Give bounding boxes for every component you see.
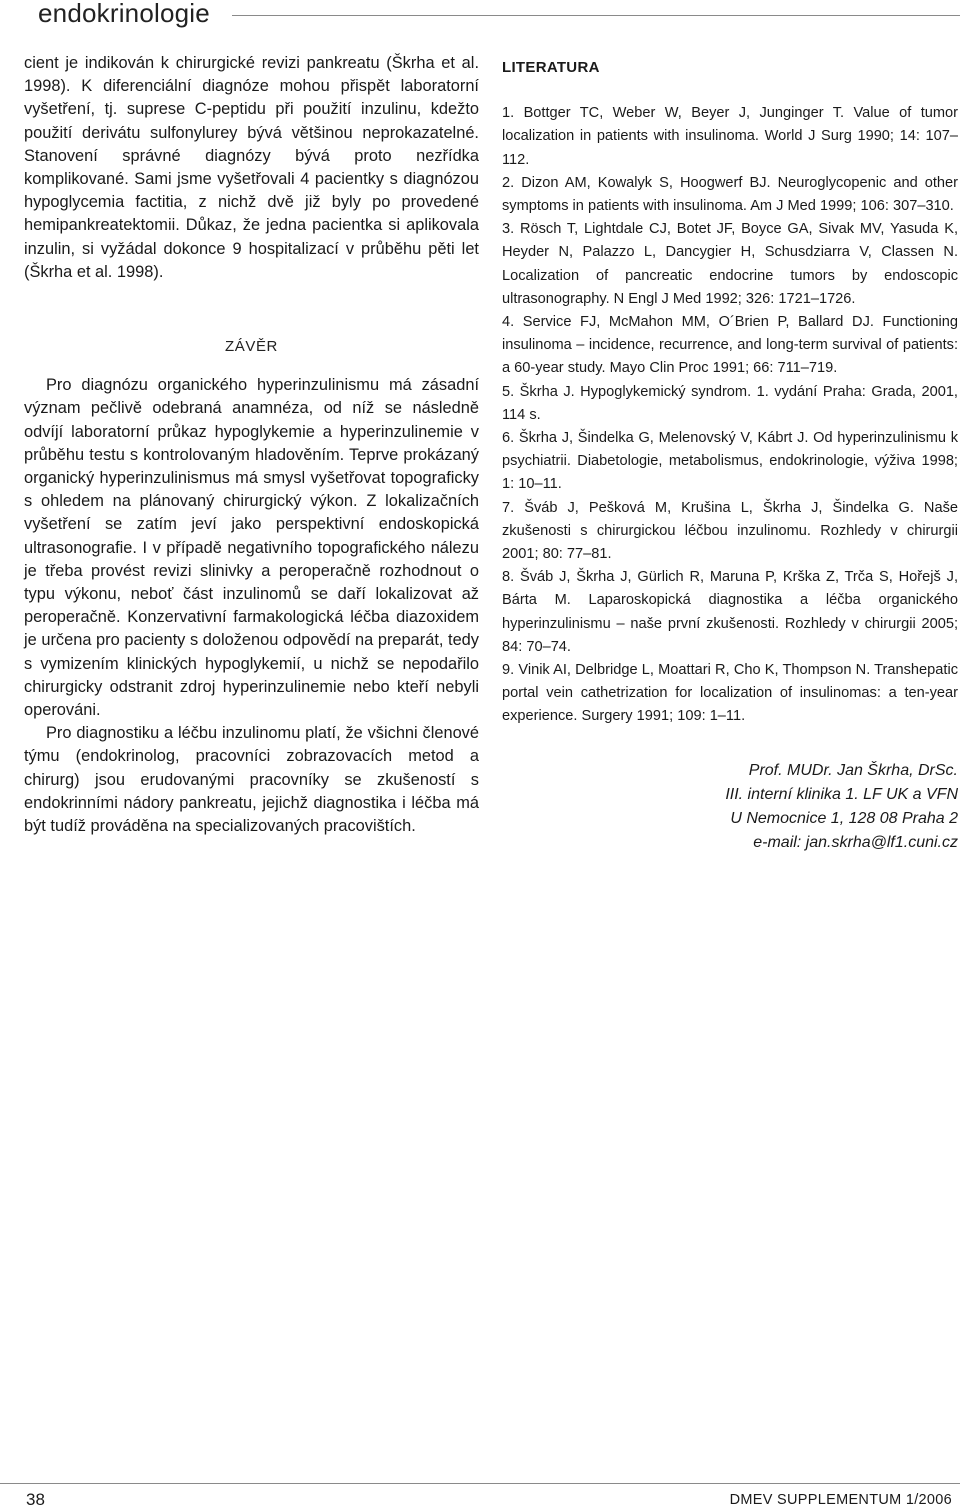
reference-item: 3. Rösch T, Lightdale CJ, Botet JF, Boyce GA, Sivak MV, Yasuda K, Heyder N, Palazzo L, Dancygier H, Schusdziarra V, Classen N. Localization of pancreatic endocrine tumors by endoscopic ultrasonography. N Engl J Med 1992; 326: 1721–1726. — [502, 221, 958, 307]
right-column — [502, 56, 958, 855]
section-title: endokrinologie — [38, 0, 210, 28]
author-email[interactable]: e-mail: jan.skrha@lf1.cuni.cz — [753, 833, 958, 851]
reference-item: 5. Škrha J. Hypoglykemický syndrom. 1. vydání Praha: Grada, 2001, 114 s. — [502, 383, 958, 423]
reference-item: 2. Dizon AM, Kowalyk S, Hoogwerf BJ. Neuroglycopenic and other symptoms in patients with insulinoma. Am J Med 1999; 106: 307–310. — [502, 174, 958, 215]
author-name: Prof. MUDr. Jan Škrha, DrSc. — [748, 761, 958, 779]
reference-item: 6. Škrha J, Šindelka G, Melenovský V, Kábrt J. Od hyperinzulinismu k psychiatrii. Diabetologie, metabolismus, endokrinologie, výživa 1998; 1: 10–11. — [502, 430, 958, 493]
reference-item: 9. Vinik AI, Delbridge L, Moattari R, Cho K, Thompson N. Transhepatic portal vein cathetrization for localization of insulinomas: a ten-year experience. Surgery 1991; 109: 1–11. — [502, 662, 958, 725]
literature-heading: LITERATURA — [502, 59, 600, 76]
reference-item: 8. Šváb J, Škrha J, Gürlich R, Maruna P, Krška Z, Trča S, Hořejš J, Bárta M. Laparoskopická diagnostika a léčba organického hyperinzulinismu – naše první zkušenosti. Rozhledy v chirurgii 2005; 84: 70–74. — [502, 569, 958, 655]
body-paragraph-1: cient je indikován k chirurgické revizi pankreatu (Škrha et al. 1998). K diferenciální diagnóze mohou přispět laboratorní vyšetření, tj. suprese C-peptidu při použití inzulinu, kdežto použití derivátu sulfonylurey bývá většinou neprokazatelné. Stanovení správné diagnózy bývá proto nezřídka komplikované. Sami jsme vyšetřovali 4 pacientky s diagnózou hypoglycemia factitia, z nichž dvě již byly po provedené hemipankreatektomii. Důkaz, že jedna pacientka si aplikovala inzulin, si vyžádal dokonce 9 hospitalizací v průběhu pěti let (Škrha et al. 1998). — [24, 54, 479, 281]
reference-item: 1. Bottger TC, Weber W, Beyer J, Junginger T. Value of tumor localization in patients with insulinoma. World J Surg 1990; 14: 107–112. — [502, 105, 958, 168]
running-header — [0, 0, 960, 34]
section-heading-zaver: ZÁVĚR — [224, 338, 278, 356]
reference-item: 7. Šváb J, Pešková M, Krušina L, Škrha J, Šindelka G. Naše zkušenosti s chirurgickou léčbou inzulinomu. Rozhledy v chirurgii 2001; 80: 77–81. — [502, 499, 958, 563]
author-address: U Nemocnice 1, 128 08 Praha 2 — [730, 809, 958, 827]
header-rule — [232, 15, 960, 16]
author-affiliation: III. interní klinika 1. LF UK a VFN — [725, 785, 958, 803]
page-number: 38 — [26, 1490, 45, 1509]
journal-name: DMEV SUPPLEMENTUM 1/2006 — [729, 1492, 952, 1508]
body-paragraph-3: Pro diagnostiku a léčbu inzulinomu platí, že všichni členové týmu (endokrinolog, pracovníci zobrazovacích metod a chirurg) jsou erudovanými pracovníky se zkušeností s endokrinními nádory pankreatu, jejichž diagnostika i léčba má být tudíž prováděna na specializovaných pracovištích. — [24, 724, 479, 836]
left-column — [24, 52, 479, 838]
reference-item: 4. Service FJ, McMahon MM, O´Brien P, Ballard DJ. Functioning insulinoma – incidence, recurrence, and long-term survival of patients: a 60-year study. Mayo Clin Proc 1991; 66: 711–719. — [502, 314, 958, 377]
reference-list — [502, 102, 958, 728]
footer-rule — [0, 1483, 960, 1484]
body-paragraph-2: Pro diagnózu organického hyperinzulinismu má zásadní význam pečlivě odebraná anamnéza, od níž se následně odvíjí laboratorní průkaz hypoglykemie a hyperinzulinemie v průběhu testu s kontrolovaným hladověním. Teprve prokázaný organický hyperinzulinismus má smysl vyšetřovat topograficky s ohledem na plánovaný chirurgický výkon. Z lokalizačních vyšetření se zatím jeví jako perspektivní endoskopická ultrasonografie. I v případě negativního topografického nálezu je třeba provést revizi slinivky a peroperačně rozhodnout o typu výkonu, neboť část inzulinomů se daří lokalizovat až peroperačně. Konzervativní farmakologická léčba diazoxidem je určena pro pacienty s doloženou odpovědí na preparát, tedy s vymizením klinických hypoglykemií, u nichž se nepodařilo chirurgicky odstranit zdroj hyperinzulinemie nebo kteří nebyli operováni. — [24, 376, 479, 720]
author-block — [502, 759, 958, 855]
